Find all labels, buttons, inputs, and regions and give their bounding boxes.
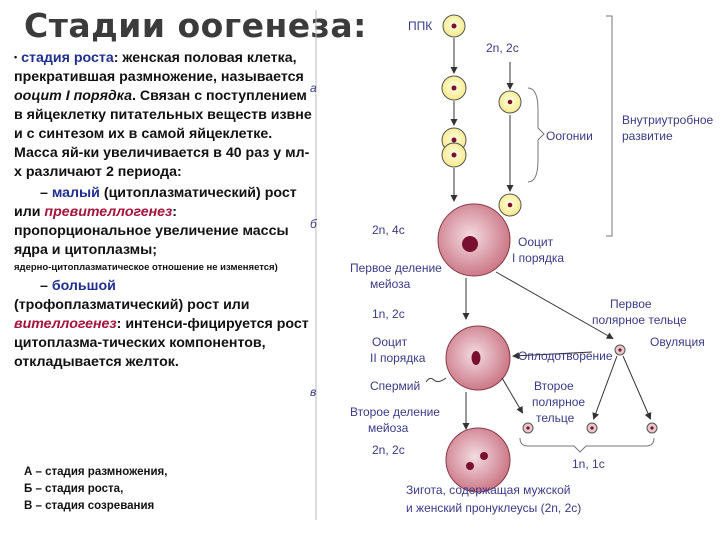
- nucleus-icon: [526, 426, 529, 429]
- label-fertilization: Оплодотворение: [518, 349, 613, 363]
- nucleus-icon: [452, 24, 457, 29]
- label-polar1-a: Первое: [610, 297, 652, 311]
- text-small-end: : пропорциональное увеличение массы ядра и цитоплазмы;: [14, 204, 289, 258]
- legend-item-v: В – стадия созревания: [24, 500, 155, 512]
- label-polar2-c: тельце: [536, 411, 575, 425]
- label-2n2c-bottom: 2n, 2c: [372, 443, 405, 457]
- label-2n2c-top: 2n, 2c: [486, 41, 519, 55]
- dash: –: [40, 278, 48, 294]
- label-polar2-a: Второе: [534, 379, 574, 393]
- legend-item-b: Б – стадия роста,: [24, 483, 124, 495]
- term-large-growth: большой: [51, 278, 116, 294]
- dash: –: [40, 185, 48, 201]
- nucleus-icon: [650, 426, 653, 429]
- text-large-end: : интенси-фицируется рост цитоплазма-тических компонентов, откладывается желток.: [14, 316, 309, 370]
- nucleus-icon: [452, 153, 457, 158]
- arrow: [496, 272, 612, 338]
- nucleus-icon: [466, 462, 474, 470]
- paragraph-large-growth: [14, 277, 314, 372]
- term-previtellogenesis: превителлогенез: [44, 204, 173, 220]
- label-polar2-b: полярное: [532, 395, 586, 409]
- label-1n1c: 1n, 1c: [572, 457, 605, 471]
- sperm-icon: [426, 378, 446, 382]
- nucleus-icon: [508, 203, 513, 208]
- label-oocyte-1a: Ооцит: [518, 235, 554, 249]
- bullet-icon: •: [14, 52, 18, 62]
- text-small-rest: (цитоплазматический) рост или: [14, 185, 297, 220]
- label-oocyte-2a: Ооцит: [372, 335, 408, 349]
- paragraph-growth-stage: [14, 48, 314, 182]
- description-text: [14, 48, 314, 372]
- text-growth-rest: : женская половая клетка, прекратившая размножение, называется: [14, 50, 304, 85]
- label-oocyte-1b: I порядка: [512, 251, 565, 265]
- nucleus-icon: [508, 100, 513, 105]
- paragraph-small-growth: [14, 184, 314, 260]
- label-ppk: ППК: [408, 19, 433, 33]
- label-div2-b: мейоза: [368, 421, 409, 435]
- nucleus-icon: [618, 348, 621, 351]
- stage-label-b: б: [310, 217, 317, 231]
- text-growth-end: . Связан с поступлением в яйцеклетку питательных веществ извне и с синтезом их в самой яйцеклетке. Масса яй-ки увеличивается в 40 раз у мл-х различают 2 периода:: [14, 88, 312, 180]
- oogonia-bracket: [528, 88, 544, 182]
- text-large-rest: (трофоплазматический) рост или: [14, 297, 250, 313]
- term-vitellogenesis: вителлогенез: [14, 316, 117, 332]
- oogenesis-diagram-svg: [306, 0, 720, 540]
- nucleus-icon: [472, 351, 481, 365]
- label-ovulation: Овуляция: [650, 335, 705, 349]
- nucleus-icon: [590, 426, 593, 429]
- nucleus-icon: [480, 452, 488, 460]
- oogenesis-diagram: [306, 0, 720, 540]
- label-div1-b: мейоза: [370, 277, 411, 291]
- arrow: [594, 356, 617, 418]
- label-polar1-b: полярное тельце: [592, 313, 687, 327]
- term-oocyte-1: ооцит I порядка: [14, 88, 132, 104]
- intrauterine-bracket: [606, 16, 612, 236]
- label-oogonia: Оогонии: [546, 129, 593, 143]
- legend-item-a: А – стадия размножения,: [24, 466, 168, 478]
- label-sperm: Спермий: [370, 379, 421, 393]
- arrow: [502, 378, 522, 412]
- stage-label-v: в: [310, 385, 317, 399]
- stage-label-a: а: [310, 81, 317, 95]
- page-title: Стадии оогенеза:: [24, 6, 367, 45]
- label-2n4c: 2n, 4c: [372, 223, 405, 237]
- nucleus-icon: [462, 236, 478, 252]
- label-oocyte-2b: II порядка: [370, 351, 426, 365]
- note-ratio: ядерно-цитоплазматическое отношение не изменяется): [14, 262, 278, 273]
- label-div2-a: Второе деление: [350, 405, 440, 419]
- label-zygote-a: Зигота, содержащая мужской: [406, 483, 571, 497]
- label-div1-a: Первое деление: [350, 261, 442, 275]
- term-growth-stage: стадия роста: [21, 50, 114, 66]
- nucleus-icon: [452, 86, 457, 91]
- term-small-growth: малый: [51, 185, 100, 201]
- label-zygote-b: и женский пронуклеусы (2n, 2c): [406, 501, 582, 515]
- label-intrauterine-2: развитие: [622, 129, 673, 143]
- arrow: [623, 356, 650, 418]
- nucleus-icon: [452, 138, 457, 143]
- polar-bodies-bracket: [520, 438, 654, 452]
- label-1n2c: 1n, 2c: [372, 307, 405, 321]
- stage-legend: [24, 464, 167, 515]
- label-intrauterine-1: Внутриутробное: [622, 113, 714, 127]
